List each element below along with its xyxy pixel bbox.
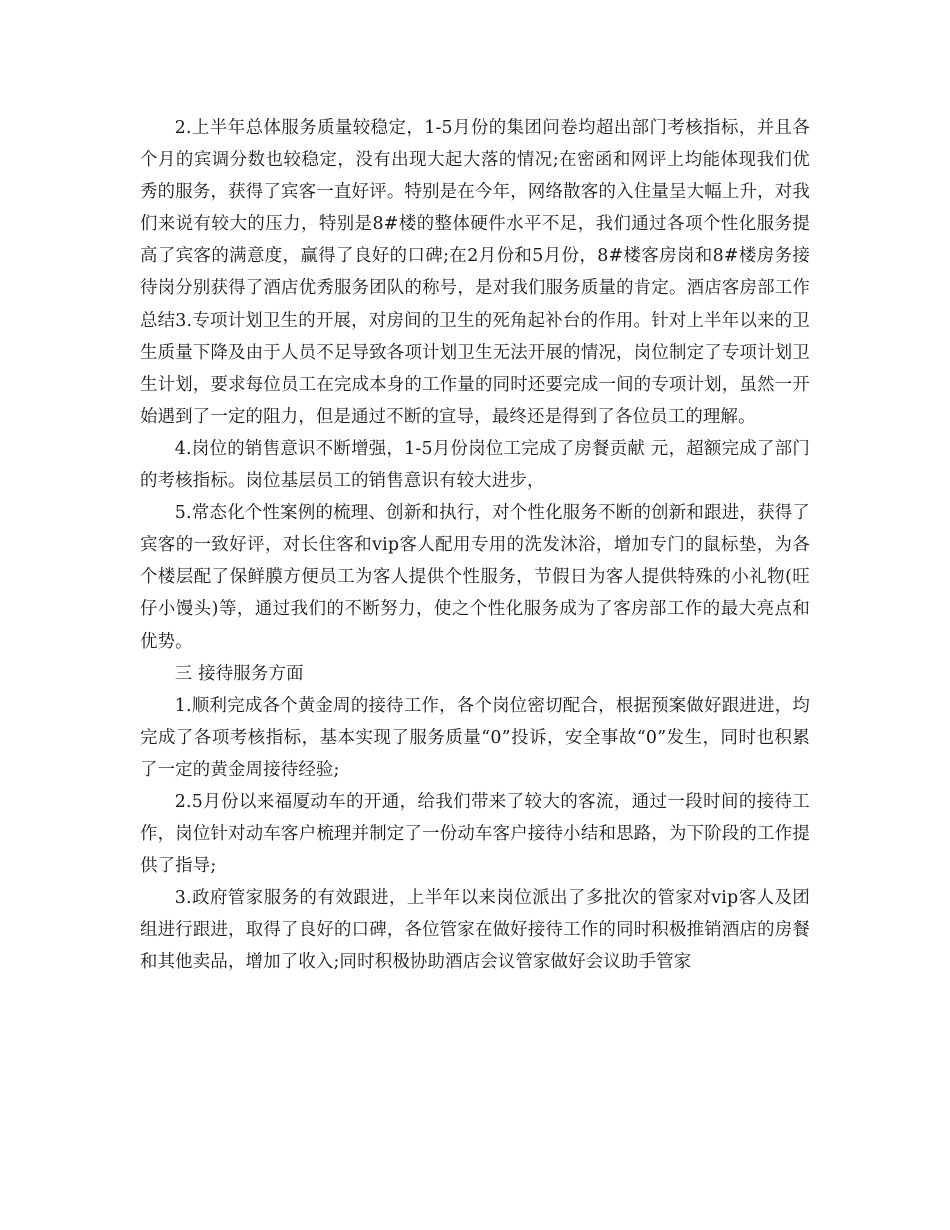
paragraph-service-quality: 2.上半年总体服务质量较稳定，1-5月份的集团问卷均超出部门考核指标，并且各个月的宾调分数也较稳定，没有出现大起大落的情况;在密函和网评上均能体现我们优秀的服务，获得了宾客一直好评。特别是在今年，网络散客的入住量呈大幅上升，对我们来说有较大的压力，特别是8#楼的整体硬件水平不足，我们通过各项个性化服务提高了宾客的满意度，赢得了良好的口碑;在2月份和5月份，8#楼客房岗和8#楼房务接待岗分别获得了酒店优秀服务团队的称号，是对我们服务质量的肯定。酒店客房部工作总结3.专项计划卫生的开展，对房间的卫生的死角起补台的作用。针对上半年以来的卫生质量下降及由于人员不足导致各项计划卫生无法开展的情况，岗位制定了专项计划卫生计划，要求每位员工在完成本身的工作量的同时还要完成一间的专项计划，虽然一开始遇到了一定的阻力，但是通过不断的宣导，最终还是得到了各位员工的理解。 [140,118,810,427]
paragraph-government-butler: 3.政府管家服务的有效跟进，上半年以来岗位派出了多批次的管家对vip客人及团组进行跟进，取得了良好的口碑，各位管家在做好接待工作的同时积极推销酒店的房餐和其他卖品，增加了收入;同时积极协助酒店会议管家做好会议助手管家 [140,888,810,973]
paragraph-golden-week: 1.顺利完成各个黄金周的接待工作，各个岗位密切配合，根据预案做好跟进进，均完成了各项考核指标，基本实现了服务质量“0”投诉，安全事故“0”发生，同时也积累了一定的黄金周接待经验; [140,695,810,780]
section-heading-reception: 三 接待服务方面 [174,663,304,684]
document-body [140,112,810,979]
paragraph-bullet-train: 2.5月份以来福厦动车的开通，给我们带来了较大的客流，通过一段时间的接待工作，岗位针对动车客户梳理并制定了一份动车客户接待小结和思路，为下阶段的工作提供了指导; [140,791,810,877]
paragraph-personalized-service: 5.常态化个性案例的梳理、创新和执行，对个性化服务不断的创新和跟进，获得了宾客的一致好评，对长住客和vip客人配用专用的洗发沐浴，增加专门的鼠标垫，为各个楼层配了保鲜膜方便员工为客人提供个性服务，节假日为客人提供特殊的小礼物(旺仔小馒头)等，通过我们的不断努力，使之个性化服务成为了客房部工作的最大亮点和优势。 [140,503,810,652]
paragraph-sales-awareness: 4.岗位的销售意识不断增强，1-5月份岗位工完成了房餐贡献 元，超额完成了部门的考核指标。岗位基层员工的销售意识有较大进步， [140,438,810,492]
